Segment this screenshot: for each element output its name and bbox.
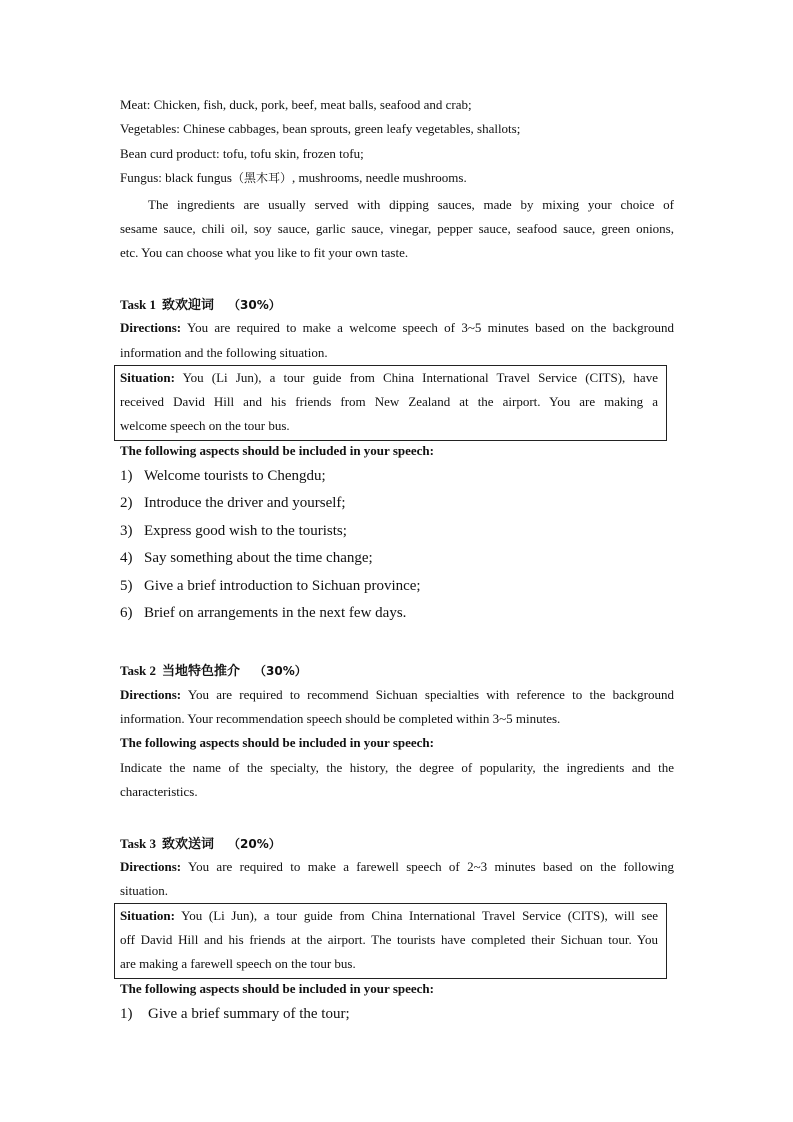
task1-list-item <box>120 467 326 485</box>
task2-directions-line-2: information. Your recommendation speech should be completed within 3~5 minutes. <box>120 711 561 726</box>
task2-aspects-heading: The following aspects should be included in your speech: <box>120 735 434 750</box>
bean-curd-line: Bean curd product: tofu, tofu skin, frozen tofu; <box>120 146 364 161</box>
list-item-number: 4) <box>120 550 133 566</box>
task2-percent: （30%） <box>254 664 307 678</box>
task2-aspects-line-1: Indicate the name of the specialty, the history, the degree of popularity, the ingredients and the <box>120 760 674 775</box>
task3-situation-line-2: off David Hill and his friends at the airport. The tourists have completed their Sichuan tour. You <box>120 932 658 947</box>
task1-list-item <box>120 604 406 622</box>
list-item-number: 2) <box>120 495 133 511</box>
list-item-number: 1) <box>120 1006 133 1022</box>
task3-heading <box>120 833 281 852</box>
list-item-text: Welcome tourists to Chengdu; <box>144 468 326 484</box>
task1-label: Task 1 <box>120 297 157 312</box>
task1-list-item <box>120 494 346 512</box>
list-item-text: Give a brief introduction to Sichuan province; <box>144 578 421 594</box>
task1-situation-line-3: welcome speech on the tour bus. <box>120 418 290 433</box>
task1-heading <box>120 294 281 313</box>
task1-cn-title: 致欢迎词 <box>162 298 215 313</box>
task3-list-item <box>120 1005 350 1023</box>
list-item-text: Introduce the driver and yourself; <box>144 495 346 511</box>
task1-situation-line-1 <box>120 370 658 386</box>
task1-percent: （30%） <box>228 298 281 312</box>
task3-label: Task 3 <box>120 836 157 851</box>
list-item-text: Say something about the time change; <box>144 550 373 566</box>
sauce-line-2: sesame sauce, chili oil, soy sauce, garlic sauce, vinegar, pepper sauce, seafood sauce, green onions, <box>120 221 674 236</box>
task1-directions-label: Directions: <box>120 320 182 335</box>
vegetables-line: Vegetables: Chinese cabbages, bean sprouts, green leafy vegetables, shallots; <box>120 121 521 136</box>
fungus-line <box>120 170 674 186</box>
task1-situation-text-1: You (Li Jun), a tour guide from China International Travel Service (CITS), have <box>182 370 658 385</box>
task1-list-item <box>120 522 347 540</box>
fungus-prefix: Fungus: black fungus <box>120 170 232 185</box>
task1-directions-text-1: You are required to make a welcome speech of 3~5 minutes based on the background <box>186 320 674 335</box>
task3-situation-line-1 <box>120 908 658 924</box>
task1-situation-label: Situation: <box>120 370 175 385</box>
sauce-line-3: etc. You can choose what you like to fit your own taste. <box>120 245 409 260</box>
sauce-line-1: The ingredients are usually served with dipping sauces, made by mixing your choice of <box>148 197 674 212</box>
fungus-chinese: （黑木耳） <box>231 171 292 185</box>
task1-list-item <box>120 577 421 595</box>
task2-aspects-line-2: characteristics. <box>120 784 198 799</box>
list-item-text: Give a brief summary of the tour; <box>148 1006 350 1022</box>
task1-directions-line-1 <box>120 320 674 336</box>
task3-directions-line-2: situation. <box>120 883 169 898</box>
task3-directions-text-1: You are required to make a farewell speech of 2~3 minutes based on the following <box>188 859 674 874</box>
task1-situation-line-2: received David Hill and his friends from New Zealand at the airport. You are making a <box>120 394 658 409</box>
task1-list-item <box>120 549 373 567</box>
task3-percent: （20%） <box>228 837 281 851</box>
list-item-number: 5) <box>120 578 133 594</box>
list-item-number: 1) <box>120 468 133 484</box>
task1-aspects-heading: The following aspects should be included in your speech: <box>120 443 434 458</box>
task2-label: Task 2 <box>120 663 157 678</box>
task3-directions-label: Directions: <box>120 859 182 874</box>
task3-situation-text-1: You (Li Jun), a tour guide from China International Travel Service (CITS), will see <box>181 908 658 923</box>
task2-directions-text-1: You are required to recommend Sichuan specialties with reference to the background <box>187 687 674 702</box>
task2-cn-title: 当地特色推介 <box>162 664 241 679</box>
list-item-number: 3) <box>120 523 133 539</box>
task2-directions-label: Directions: <box>120 687 182 702</box>
fungus-suffix: , mushrooms, needle mushrooms. <box>291 170 467 185</box>
list-item-text: Brief on arrangements in the next few days. <box>144 605 407 621</box>
task3-directions-line-1 <box>120 859 674 875</box>
list-item-text: Express good wish to the tourists; <box>144 523 347 539</box>
task2-heading <box>120 660 307 679</box>
task3-situation-line-3: are making a farewell speech on the tour bus. <box>120 956 356 971</box>
meat-line: Meat: Chicken, fish, duck, pork, beef, meat balls, seafood and crab; <box>120 97 472 112</box>
task3-cn-title: 致欢送词 <box>162 837 215 852</box>
task1-directions-line-2: information and the following situation. <box>120 345 328 360</box>
task2-directions-line-1 <box>120 687 674 703</box>
task3-situation-label: Situation: <box>120 908 175 923</box>
task3-aspects-heading: The following aspects should be included in your speech: <box>120 981 434 996</box>
list-item-number: 6) <box>120 605 133 621</box>
